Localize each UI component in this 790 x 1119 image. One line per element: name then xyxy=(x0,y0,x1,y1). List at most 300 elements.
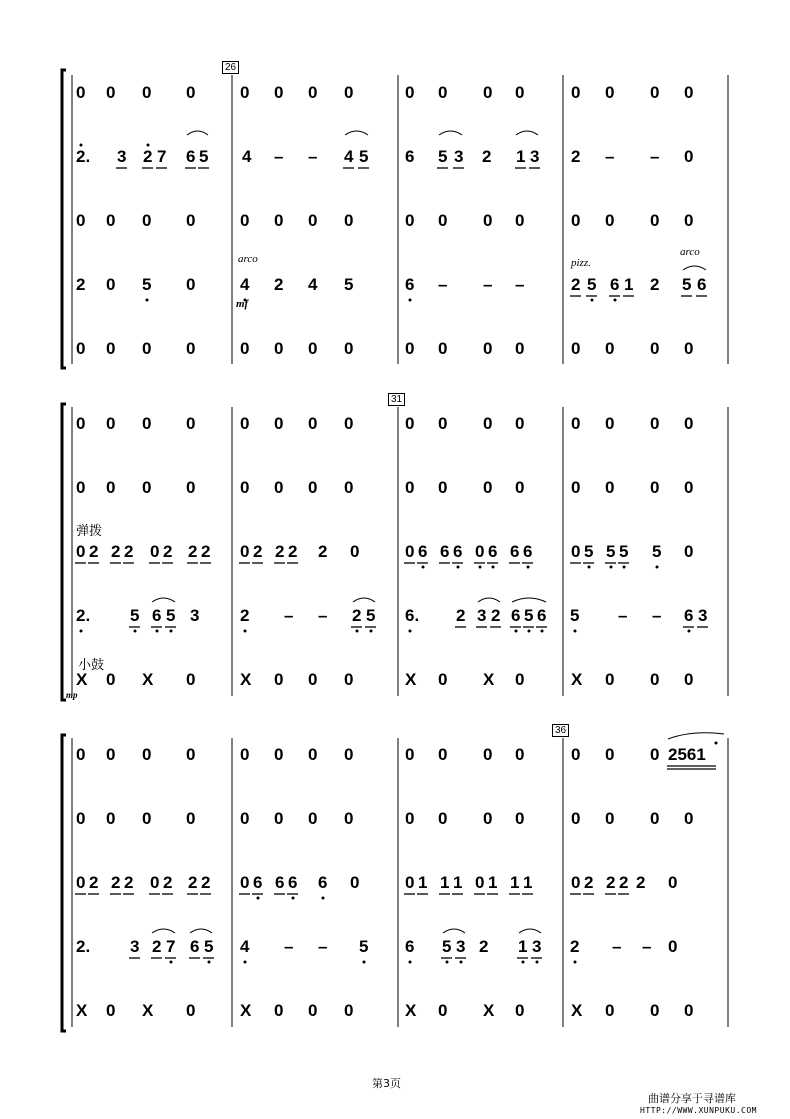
slur xyxy=(443,929,465,933)
note-s1-r2-9: 4 xyxy=(344,147,354,166)
note-s1-r5-6: 0 xyxy=(308,339,318,358)
arco-marking: arco xyxy=(238,253,258,265)
note-s2-r4-11: 2 xyxy=(456,606,466,625)
measure-number-31: 31 xyxy=(388,393,405,406)
note-s3-r2-11: 0 xyxy=(515,809,525,828)
note-s2-r5-14: 0 xyxy=(650,670,660,689)
note-s1-r3-13: 0 xyxy=(605,211,615,230)
note-s1-r4-4: 4 xyxy=(240,275,250,294)
note-s2-r3-2: 2 xyxy=(111,542,121,561)
note-s2-r3-16: 6 xyxy=(440,542,450,561)
note-s2-r5-13: 0 xyxy=(605,670,615,689)
note-s2-r4-21: 3 xyxy=(698,606,708,625)
note-s3-r1-15: 2561 xyxy=(668,745,706,764)
note-s1-r4-7: 5 xyxy=(344,275,354,294)
octave-dot xyxy=(356,630,359,633)
note-s1-r2-18: – xyxy=(605,147,615,166)
note-s1-r1-7: 0 xyxy=(344,83,354,102)
octave-dot xyxy=(170,630,173,633)
octave-dot xyxy=(574,961,577,964)
note-s3-r2-1: 0 xyxy=(106,809,116,828)
note-s1-r4-11: – xyxy=(515,275,525,294)
note-s1-r3-3: 0 xyxy=(186,211,196,230)
note-s3-r5-3: 0 xyxy=(186,1001,196,1020)
note-s2-r3-1: 2 xyxy=(89,542,99,561)
note-s2-r3-9: 2 xyxy=(253,542,263,561)
note-s3-r2-5: 0 xyxy=(274,809,284,828)
note-s1-r3-8: 0 xyxy=(405,211,415,230)
note-s1-r2-20: 0 xyxy=(684,147,694,166)
note-s3-r5-1: 0 xyxy=(106,1001,116,1020)
page-footer: 第3页 xyxy=(372,1077,401,1090)
octave-dot xyxy=(146,299,149,302)
note-s2-r1-0: 0 xyxy=(76,414,86,433)
octave-dot xyxy=(370,630,373,633)
note-s3-r2-15: 0 xyxy=(684,809,694,828)
note-s2-r1-8: 0 xyxy=(405,414,415,433)
note-s1-r4-0: 2 xyxy=(76,275,86,294)
note-s2-r3-4: 0 xyxy=(150,542,160,561)
note-s2-r4-1: 5 xyxy=(130,606,140,625)
note-s1-r2-3: 7 xyxy=(157,147,167,166)
note-s3-r4-8: – xyxy=(318,937,328,956)
note-s2-r3-25: 5 xyxy=(619,542,629,561)
watermark-url: HTTP://WWW.XUNPUKU.COM xyxy=(640,1106,757,1115)
note-s3-r3-3: 2 xyxy=(124,873,134,892)
note-s2-r2-10: 0 xyxy=(483,478,493,497)
note-s1-r1-13: 0 xyxy=(605,83,615,102)
note-s1-r3-7: 0 xyxy=(344,211,354,230)
note-s1-r3-0: 0 xyxy=(76,211,86,230)
note-s1-r3-5: 0 xyxy=(274,211,284,230)
octave-dot xyxy=(515,630,518,633)
note-s1-r1-10: 0 xyxy=(483,83,493,102)
note-s3-r3-0: 0 xyxy=(76,873,86,892)
note-s3-r1-8: 0 xyxy=(405,745,415,764)
octave-dot xyxy=(528,630,531,633)
note-s1-r3-6: 0 xyxy=(308,211,318,230)
note-s3-r3-5: 2 xyxy=(163,873,173,892)
note-s2-r3-0: 0 xyxy=(76,542,86,561)
note-s2-r2-5: 0 xyxy=(274,478,284,497)
note-s2-r1-3: 0 xyxy=(186,414,196,433)
note-s2-r2-4: 0 xyxy=(240,478,250,497)
note-s2-r3-13: 0 xyxy=(350,542,360,561)
note-s2-r4-4: 3 xyxy=(190,606,200,625)
note-s3-r2-13: 0 xyxy=(605,809,615,828)
note-s3-r1-14: 0 xyxy=(650,745,660,764)
watermark-title: 曲谱分享于寻谱库 xyxy=(648,1092,736,1105)
note-s2-r4-8: 2 xyxy=(352,606,362,625)
note-s3-r2-9: 0 xyxy=(438,809,448,828)
note-s2-r1-12: 0 xyxy=(571,414,581,433)
note-s1-r2-10: 5 xyxy=(359,147,369,166)
note-s1-r4-17: 5 xyxy=(682,275,692,294)
note-s2-r5-3: 0 xyxy=(186,670,196,689)
octave-dot xyxy=(715,742,718,745)
note-s3-r5-4: X xyxy=(240,1001,252,1020)
note-s3-r1-2: 0 xyxy=(142,745,152,764)
slur xyxy=(668,733,724,739)
note-s1-r3-15: 0 xyxy=(684,211,694,230)
note-s3-r5-15: 0 xyxy=(684,1001,694,1020)
octave-dot xyxy=(244,630,247,633)
xiaogu-label: 小鼓 xyxy=(78,658,105,673)
pizz-marking: pizz. xyxy=(571,257,591,269)
note-s2-r2-12: 0 xyxy=(571,478,581,497)
note-s2-r1-5: 0 xyxy=(274,414,284,433)
note-s2-r3-14: 0 xyxy=(405,542,415,561)
note-s3-r3-4: 0 xyxy=(150,873,160,892)
note-s3-r3-8: 0 xyxy=(240,873,250,892)
note-s3-r1-12: 0 xyxy=(571,745,581,764)
octave-dot xyxy=(446,961,449,964)
note-s1-r1-9: 0 xyxy=(438,83,448,102)
note-s1-r4-3: 0 xyxy=(186,275,196,294)
note-s3-r5-5: 0 xyxy=(274,1001,284,1020)
note-s3-r1-0: 0 xyxy=(76,745,86,764)
note-s2-r5-5: 0 xyxy=(274,670,284,689)
octave-dot xyxy=(409,630,412,633)
note-s2-r2-0: 0 xyxy=(76,478,86,497)
note-s3-r4-15: 3 xyxy=(532,937,542,956)
note-s2-r5-15: 0 xyxy=(684,670,694,689)
octave-dot xyxy=(588,566,591,569)
note-s2-r3-15: 6 xyxy=(418,542,428,561)
note-s2-r4-7: – xyxy=(318,606,328,625)
note-s1-r4-16: 2 xyxy=(650,275,660,294)
note-s2-r3-20: 6 xyxy=(510,542,520,561)
note-s1-r1-12: 0 xyxy=(571,83,581,102)
note-s1-r4-8: 6 xyxy=(405,275,415,294)
note-s1-r2-12: 5 xyxy=(438,147,448,166)
note-s1-r2-2: 2 xyxy=(143,147,153,166)
note-s2-r3-19: 6 xyxy=(488,542,498,561)
note-s1-r1-1: 0 xyxy=(106,83,116,102)
measure-number-26: 26 xyxy=(222,61,239,74)
note-s1-r3-9: 0 xyxy=(438,211,448,230)
octave-dot xyxy=(522,961,525,964)
slur xyxy=(187,131,208,135)
note-s3-r1-10: 0 xyxy=(483,745,493,764)
measure-number-36: 36 xyxy=(552,724,569,737)
note-s3-r5-11: 0 xyxy=(515,1001,525,1020)
note-s1-r2-0: 2. xyxy=(76,147,91,166)
note-s2-r2-14: 0 xyxy=(650,478,660,497)
note-s2-r3-5: 2 xyxy=(163,542,173,561)
note-s3-r5-7: 0 xyxy=(344,1001,354,1020)
note-s2-r2-3: 0 xyxy=(186,478,196,497)
note-s2-r1-7: 0 xyxy=(344,414,354,433)
octave-dot xyxy=(363,961,366,964)
note-s2-r3-12: 2 xyxy=(318,542,328,561)
note-s3-r3-21: 1 xyxy=(523,873,533,892)
note-s1-r4-10: – xyxy=(483,275,493,294)
note-s1-r2-17: 2 xyxy=(571,147,581,166)
note-s1-r2-16: 3 xyxy=(530,147,540,166)
note-s1-r5-7: 0 xyxy=(344,339,354,358)
note-s3-r3-22: 0 xyxy=(571,873,581,892)
note-s3-r4-6: 4 xyxy=(240,937,250,956)
note-s2-r4-16: 6 xyxy=(537,606,547,625)
note-s2-r3-21: 6 xyxy=(523,542,533,561)
note-s1-r2-6: 4 xyxy=(242,147,252,166)
note-s2-r4-5: 2 xyxy=(240,606,250,625)
note-s3-r3-26: 2 xyxy=(636,873,646,892)
tanbo-label: 弹拨 xyxy=(76,524,103,539)
note-s3-r4-19: 0 xyxy=(668,937,678,956)
note-s2-r3-10: 2 xyxy=(275,542,285,561)
octave-dot xyxy=(574,630,577,633)
note-s3-r5-9: 0 xyxy=(438,1001,448,1020)
note-s3-r1-13: 0 xyxy=(605,745,615,764)
note-s2-r3-11: 2 xyxy=(288,542,298,561)
note-s3-r4-9: 5 xyxy=(359,937,369,956)
note-s1-r3-4: 0 xyxy=(240,211,250,230)
note-s3-r5-10: X xyxy=(483,1001,495,1020)
note-s1-r4-12: 2 xyxy=(571,275,581,294)
note-s3-r1-3: 0 xyxy=(186,745,196,764)
slur xyxy=(516,131,538,135)
note-s1-r2-11: 6 xyxy=(405,147,415,166)
note-s3-r2-12: 0 xyxy=(571,809,581,828)
note-s1-r1-15: 0 xyxy=(684,83,694,102)
slur xyxy=(152,598,175,602)
note-s2-r4-3: 5 xyxy=(166,606,176,625)
note-s3-r3-11: 6 xyxy=(288,873,298,892)
slur xyxy=(353,598,375,602)
slur xyxy=(519,929,541,933)
note-s1-r4-14: 6 xyxy=(610,275,620,294)
note-s2-r5-4: X xyxy=(240,670,252,689)
note-s3-r3-10: 6 xyxy=(275,873,285,892)
note-s3-r4-10: 6 xyxy=(405,937,415,956)
note-s1-r1-4: 0 xyxy=(240,83,250,102)
note-s1-r5-15: 0 xyxy=(684,339,694,358)
octave-dot xyxy=(457,566,460,569)
note-s1-r1-5: 0 xyxy=(274,83,284,102)
octave-dot xyxy=(460,961,463,964)
note-s2-r3-17: 6 xyxy=(453,542,463,561)
note-s2-r3-24: 5 xyxy=(606,542,616,561)
note-s3-r5-8: X xyxy=(405,1001,417,1020)
note-s2-r4-12: 3 xyxy=(477,606,487,625)
note-s3-r5-6: 0 xyxy=(308,1001,318,1020)
system-2-brace xyxy=(62,404,66,700)
note-s3-r4-18: – xyxy=(642,937,652,956)
note-s2-r3-6: 2 xyxy=(188,542,198,561)
note-s3-r1-6: 0 xyxy=(308,745,318,764)
note-s3-r3-9: 6 xyxy=(253,873,263,892)
note-s2-r1-4: 0 xyxy=(240,414,250,433)
octave-dot xyxy=(422,566,425,569)
note-s3-r3-17: 1 xyxy=(453,873,463,892)
note-s3-r2-8: 0 xyxy=(405,809,415,828)
note-s3-r3-14: 0 xyxy=(405,873,415,892)
note-s3-r5-14: 0 xyxy=(650,1001,660,1020)
note-s1-r4-2: 5 xyxy=(142,275,152,294)
note-s3-r1-5: 0 xyxy=(274,745,284,764)
note-s1-r5-3: 0 xyxy=(186,339,196,358)
note-s2-r4-2: 6 xyxy=(152,606,162,625)
note-s2-r2-9: 0 xyxy=(438,478,448,497)
note-s3-r2-10: 0 xyxy=(483,809,493,828)
note-s3-r3-1: 2 xyxy=(89,873,99,892)
note-s3-r1-4: 0 xyxy=(240,745,250,764)
note-s2-r1-15: 0 xyxy=(684,414,694,433)
octave-dot xyxy=(623,566,626,569)
note-s2-r3-22: 0 xyxy=(571,542,581,561)
note-s1-r2-13: 3 xyxy=(454,147,464,166)
note-s2-r4-19: – xyxy=(652,606,662,625)
note-s2-r5-0: X xyxy=(76,670,88,689)
note-s1-r3-11: 0 xyxy=(515,211,525,230)
note-s2-r3-7: 2 xyxy=(201,542,211,561)
note-s2-r3-8: 0 xyxy=(240,542,250,561)
note-s3-r4-11: 5 xyxy=(442,937,452,956)
note-s3-r4-2: 2 xyxy=(152,937,162,956)
note-s2-r4-0: 2. xyxy=(76,606,91,625)
system-3-brace xyxy=(62,735,66,1031)
note-s1-r2-1: 3 xyxy=(117,147,127,166)
slur xyxy=(683,266,706,270)
note-s1-r2-4: 6 xyxy=(186,147,196,166)
note-s3-r4-14: 1 xyxy=(518,937,528,956)
note-s1-r2-15: 1 xyxy=(516,147,526,166)
slur xyxy=(190,929,212,933)
note-s3-r4-16: 2 xyxy=(570,937,580,956)
note-s3-r2-6: 0 xyxy=(308,809,318,828)
note-s1-r5-0: 0 xyxy=(76,339,86,358)
note-s3-r2-7: 0 xyxy=(344,809,354,828)
note-s1-r1-3: 0 xyxy=(186,83,196,102)
note-s1-r2-5: 5 xyxy=(199,147,209,166)
note-s2-r2-2: 0 xyxy=(142,478,152,497)
note-s3-r2-3: 0 xyxy=(186,809,196,828)
octave-dot xyxy=(541,630,544,633)
note-s1-r4-15: 1 xyxy=(624,275,634,294)
note-s3-r1-7: 0 xyxy=(344,745,354,764)
slur xyxy=(512,598,546,602)
note-s3-r2-14: 0 xyxy=(650,809,660,828)
note-s2-r5-11: 0 xyxy=(515,670,525,689)
note-s3-r4-13: 2 xyxy=(479,937,489,956)
slur xyxy=(439,131,462,135)
note-s2-r4-14: 6 xyxy=(511,606,521,625)
note-s1-r2-7: – xyxy=(274,147,284,166)
note-s3-r5-12: X xyxy=(571,1001,583,1020)
note-s2-r4-13: 2 xyxy=(491,606,501,625)
octave-dot xyxy=(134,630,137,633)
octave-dot xyxy=(156,630,159,633)
note-s1-r1-2: 0 xyxy=(142,83,152,102)
note-s1-r3-2: 0 xyxy=(142,211,152,230)
note-s2-r3-26: 5 xyxy=(652,542,662,561)
note-s3-r4-7: – xyxy=(284,937,294,956)
note-s2-r1-1: 0 xyxy=(106,414,116,433)
note-s1-r5-1: 0 xyxy=(106,339,116,358)
note-s1-r1-6: 0 xyxy=(308,83,318,102)
note-s1-r2-19: – xyxy=(650,147,660,166)
note-s2-r4-9: 5 xyxy=(366,606,376,625)
note-s3-r4-1: 3 xyxy=(130,937,140,956)
slur xyxy=(478,598,500,602)
note-s3-r1-1: 0 xyxy=(106,745,116,764)
octave-dot xyxy=(610,566,613,569)
note-s2-r5-6: 0 xyxy=(308,670,318,689)
note-s3-r1-11: 0 xyxy=(515,745,525,764)
note-s3-r3-13: 0 xyxy=(350,873,360,892)
octave-dot xyxy=(409,299,412,302)
note-s3-r2-2: 0 xyxy=(142,809,152,828)
note-s2-r4-10: 6. xyxy=(405,606,420,625)
note-s3-r3-23: 2 xyxy=(584,873,594,892)
note-s1-r4-18: 6 xyxy=(697,275,707,294)
note-s1-r5-5: 0 xyxy=(274,339,284,358)
note-s2-r3-23: 5 xyxy=(584,542,594,561)
note-s3-r5-0: X xyxy=(76,1001,88,1020)
octave-dot xyxy=(208,961,211,964)
octave-dot xyxy=(688,630,691,633)
note-s3-r4-3: 7 xyxy=(166,937,176,956)
note-s2-r1-2: 0 xyxy=(142,414,152,433)
octave-dot xyxy=(591,299,594,302)
note-s2-r4-17: 5 xyxy=(570,606,580,625)
note-s2-r5-2: X xyxy=(142,670,154,689)
note-s3-r4-0: 2. xyxy=(76,937,91,956)
octave-dot xyxy=(527,566,530,569)
note-s1-r1-11: 0 xyxy=(515,83,525,102)
note-s2-r5-9: 0 xyxy=(438,670,448,689)
note-s3-r4-17: – xyxy=(612,937,622,956)
note-s1-r5-2: 0 xyxy=(142,339,152,358)
octave-dot xyxy=(614,299,617,302)
note-s3-r5-13: 0 xyxy=(605,1001,615,1020)
note-s1-r4-1: 0 xyxy=(106,275,116,294)
note-s1-r5-8: 0 xyxy=(405,339,415,358)
octave-dot xyxy=(536,961,539,964)
note-s2-r2-11: 0 xyxy=(515,478,525,497)
note-s3-r3-18: 0 xyxy=(475,873,485,892)
note-s2-r5-8: X xyxy=(405,670,417,689)
note-s1-r3-12: 0 xyxy=(571,211,581,230)
note-s3-r4-4: 6 xyxy=(190,937,200,956)
note-s1-r2-8: – xyxy=(308,147,318,166)
note-s3-r3-16: 1 xyxy=(440,873,450,892)
note-s2-r4-20: 6 xyxy=(684,606,694,625)
note-s3-r3-6: 2 xyxy=(188,873,198,892)
note-s1-r1-14: 0 xyxy=(650,83,660,102)
note-s1-r4-9: – xyxy=(438,275,448,294)
note-s1-r4-5: 2 xyxy=(274,275,284,294)
note-s2-r5-10: X xyxy=(483,670,495,689)
note-s1-r5-11: 0 xyxy=(515,339,525,358)
note-s2-r2-13: 0 xyxy=(605,478,615,497)
note-s1-r4-13: 5 xyxy=(587,275,597,294)
note-s3-r3-20: 1 xyxy=(510,873,520,892)
note-s2-r2-8: 0 xyxy=(405,478,415,497)
mf-dynamic: mf xyxy=(236,298,249,310)
note-s2-r2-15: 0 xyxy=(684,478,694,497)
note-s2-r1-11: 0 xyxy=(515,414,525,433)
note-s1-r5-9: 0 xyxy=(438,339,448,358)
note-s2-r2-7: 0 xyxy=(344,478,354,497)
note-s2-r2-1: 0 xyxy=(106,478,116,497)
note-s3-r3-19: 1 xyxy=(488,873,498,892)
slur xyxy=(152,929,175,933)
note-s2-r1-13: 0 xyxy=(605,414,615,433)
note-s2-r1-14: 0 xyxy=(650,414,660,433)
